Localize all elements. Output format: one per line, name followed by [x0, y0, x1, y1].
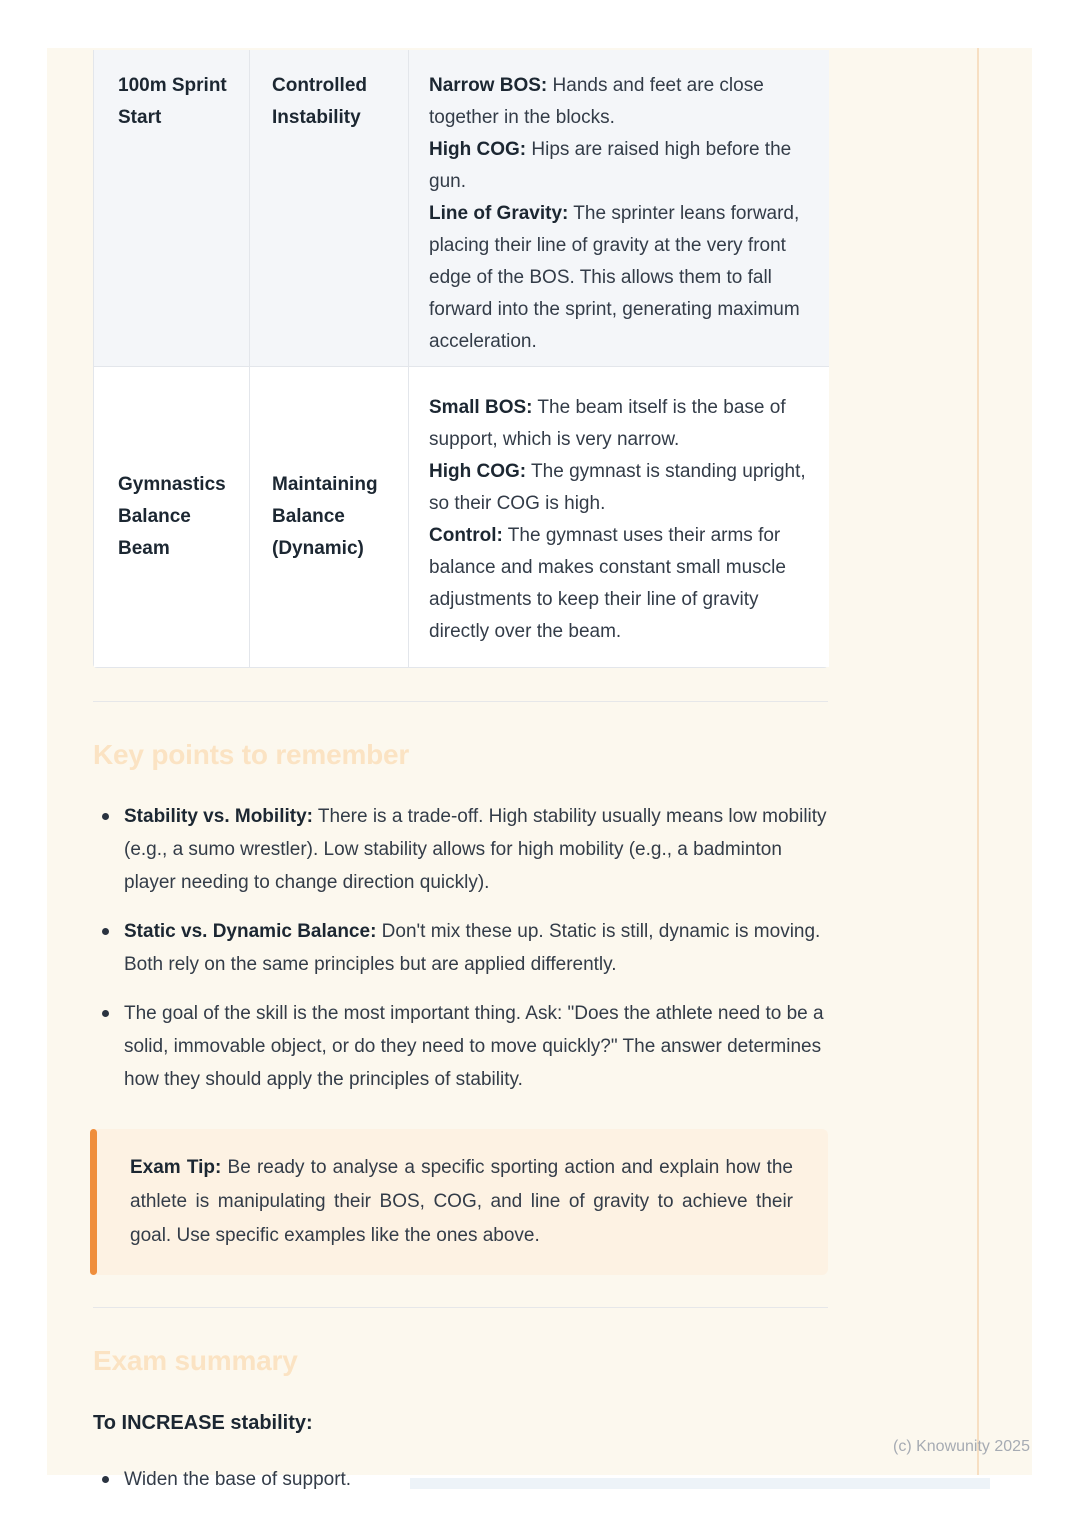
copyright-watermark: (c) Knowunity 2025	[893, 1438, 1030, 1455]
stability-examples-table	[93, 50, 828, 668]
table-cell-goal: Controlled Instability	[249, 50, 408, 367]
table-cell-analysis: Small BOS: The beam itself is the base of support, which is very narrow. High COG: The gymnast is standing upright, so their COG is high. Control: The gymnast uses their arms for balance and makes constant small muscle adjustments to keep their line of gravity directly over the beam.	[408, 367, 829, 667]
exam-tip-accent-bar	[90, 1129, 97, 1275]
key-points-heading: Key points to remember	[93, 739, 410, 770]
table-cell-skill: Gymnastics Balance Beam	[94, 367, 249, 667]
exam-tip-body: Be ready to analyse a specific sporting action and explain how the athlete is manipulating their BOS, COG, and line of gravity to achieve their goal. Use specific examples like the ones above.	[130, 1157, 793, 1246]
exam-tip-text	[130, 1157, 793, 1246]
increase-stability-subheading: To INCREASE stability:	[93, 1412, 313, 1434]
section-divider	[93, 1307, 828, 1308]
table-cell-goal: Maintaining Balance (Dynamic)	[249, 367, 408, 667]
page-edge-line	[977, 48, 979, 1475]
section-divider	[93, 701, 828, 702]
list-item: Stability vs. Mobility: There is a trade-off. High stability usually means low mobility (e.g., a sumo wrestler). Low stability allows for high mobility (e.g., a badminton player needing to change direction quickly).	[93, 800, 828, 899]
table-cell-analysis: Narrow BOS: Hands and feet are close together in the blocks. High COG: Hips are raised high before the gun. Line of Gravity: The sprinter leans forward, placing their line of gravity at the very front edge of the BOS. This allows them to fall forward into the sprint, generating maximum acceleration.	[408, 50, 829, 367]
page-content	[93, 50, 828, 1512]
exam-summary-heading: Exam summary	[93, 1345, 298, 1376]
list-item: The goal of the skill is the most important thing. Ask: "Does the athlete need to be a solid, immovable object, or do they need to move quickly?" The answer determines how they should apply the principles of stability.	[93, 997, 828, 1096]
key-points-list	[93, 800, 828, 1096]
list-item: Static vs. Dynamic Balance: Don't mix these up. Static is still, dynamic is moving. Both rely on the same principles but are applied differently.	[93, 915, 828, 981]
table-cell-skill: 100m Sprint Start	[94, 50, 249, 367]
exam-tip-label: Exam Tip:	[130, 1157, 222, 1178]
exam-summary-list	[93, 1463, 828, 1496]
exam-tip-callout	[90, 1129, 828, 1275]
list-item: Widen the base of support.	[93, 1463, 828, 1496]
